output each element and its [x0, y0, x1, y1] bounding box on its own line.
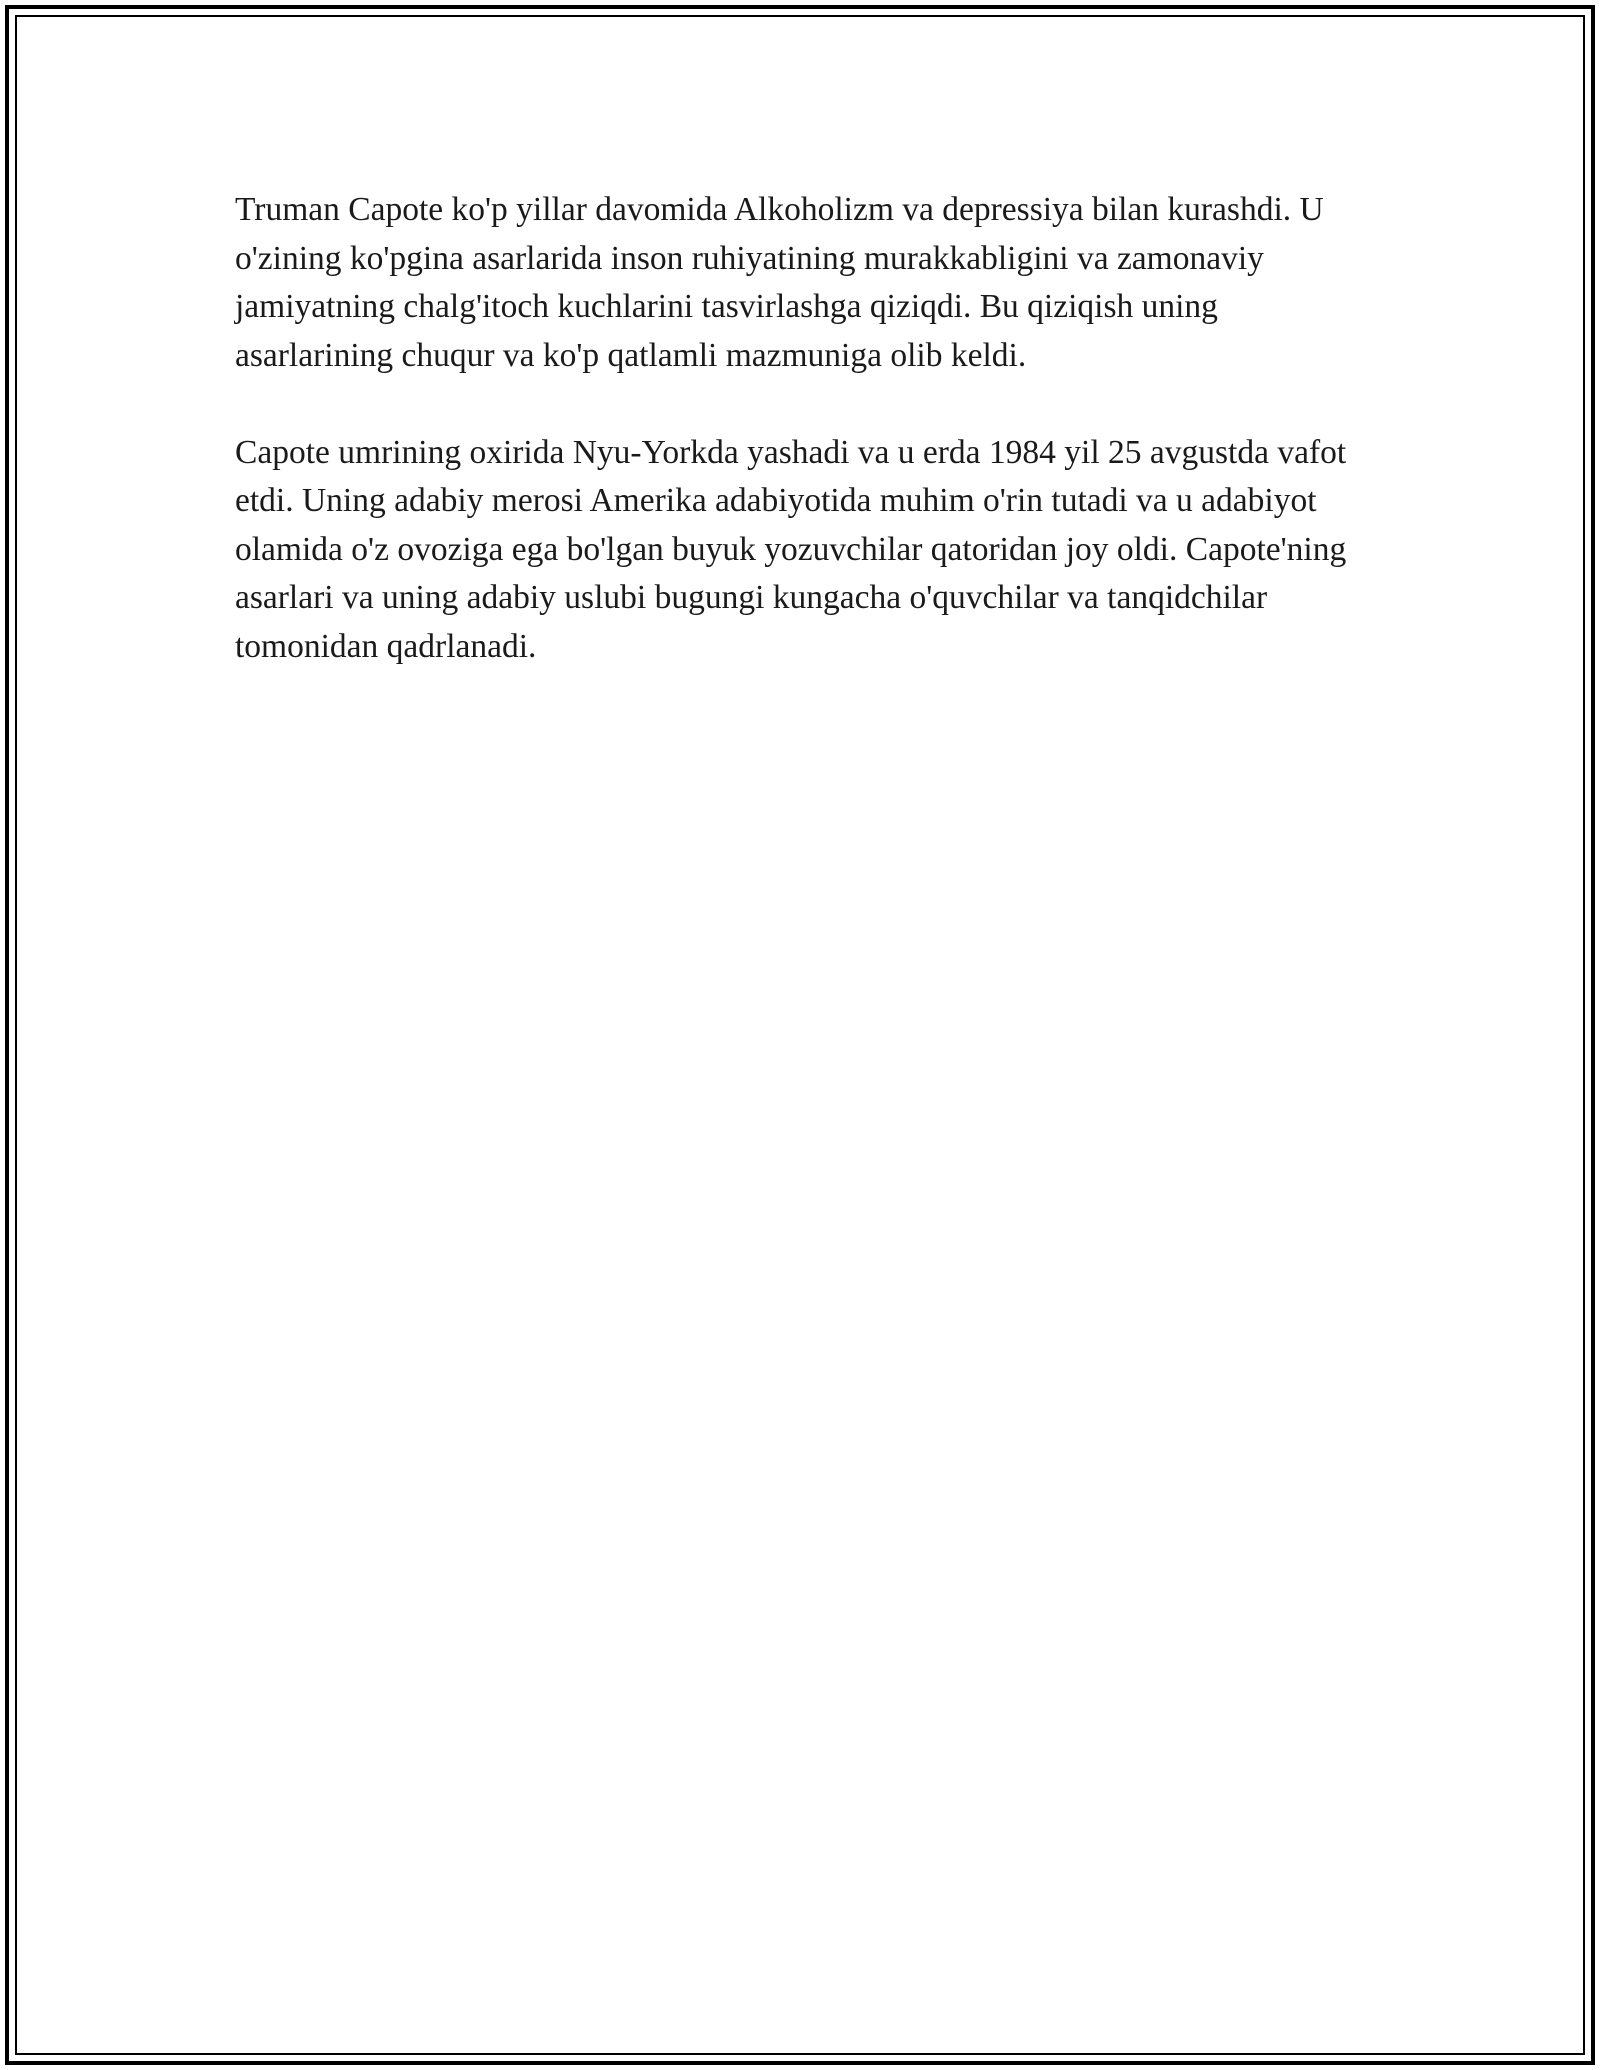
paragraph-1: Truman Capote ko'p yillar davomida Alkoholizm va depressiya bilan kurashdi. U o'zining ko'pgina asarlarida inson ruhiyatining murakkabligini va zamonaviy jamiyatning chalg'itoch kuchlarini tasvirlashga qiziqdi. Bu qiziqish uning asarlarining chuqur va ko'p qatlamli mazmuniga olib keldi.	[235, 191, 1324, 374]
document-body	[235, 186, 1365, 720]
paragraph-2: Capote umrining oxirida Nyu-Yorkda yashadi va u erda 1984 yil 25 avgustda vafot etdi. Uning adabiy merosi Amerika adabiyotida muhim o'rin tutadi va u adabiyot olamida o'z ovoziga ega bo'lgan buyuk yozuvchilar qatoridan joy oldi. Capote'ning asarlari va uning adabiy uslubi bugungi kungacha o'quvchilar va tanqidchilar tomonidan qadrlanadi.	[235, 433, 1347, 665]
